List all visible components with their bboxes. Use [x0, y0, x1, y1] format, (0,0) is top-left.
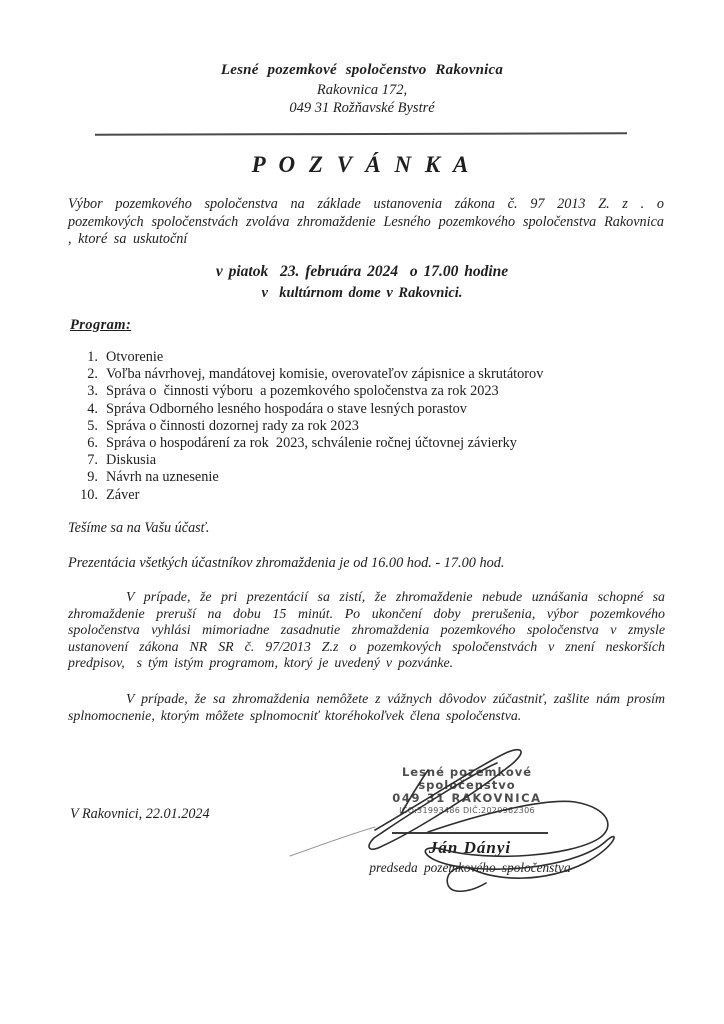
program-item-number: 2. — [87, 366, 98, 383]
org-address-street: Rakovnica 172, — [316, 82, 408, 98]
program-item-text: Voľba návrhovej, mandátovej komisie, overovateľov zápisnice a skrutátorov — [106, 366, 544, 383]
program-item-number: 9. — [87, 469, 98, 486]
program-item-text: Správa o činnosti výboru a pozemkového spoločenstva za rok 2023 — [106, 383, 499, 400]
presentation-note: Prezentácia všetkých účastníkov zhromaždenia je od 16.00 hod. - 17.00 hod. — [68, 555, 505, 571]
date-place: V Rakovnici, 22.01.2024 — [70, 806, 210, 822]
signature-line — [392, 832, 548, 834]
stamp-line-3: 049 31 RAKOVNICA — [392, 791, 542, 805]
program-item-text: Návrh na uznesenie — [106, 469, 219, 486]
program-item-number: 3. — [87, 383, 98, 400]
company-stamp — [372, 766, 562, 815]
signatory-role: predseda pozemkového spoločenstva — [369, 860, 571, 875]
program-item — [72, 418, 652, 435]
closing-line: Tešíme sa na Vašu účasť. — [68, 520, 210, 536]
program-item-text: Otvorenie — [106, 349, 164, 365]
org-address-city: 049 31 Rožňavské Bystré — [289, 100, 435, 116]
header-divider — [95, 132, 627, 135]
program-item — [72, 435, 652, 452]
program-item-text: Správa o činnosti dozornej rady za rok 2023 — [106, 417, 359, 434]
program-item-text: Správa Odborného lesného hospodára o stave lesných porastov — [106, 400, 467, 417]
stamp-line-2: spoločenstvo — [418, 777, 516, 792]
program-heading: Program: — [70, 317, 132, 333]
program-item — [72, 349, 652, 366]
document-title: P O Z V Á N K A — [251, 152, 473, 177]
paragraph-quorum: V prípade, že pri prezentácií sa zistí, že zhromaždenie nebude uznášania schopné sa zhromaždenie preruší na dobu 15 minút. Po ukončení doby prerušenia, výbor pozemkového spoločenstva vyhlási mimoriadne zasadnutie zhromaždenia pozemkového spoločenstva v zmysle ustanovení zákona NR SR č. 97/2013 Z.z o pozemkových spoločenstvách v znení neskorších predpisov, s tým istým programom, ktorý je uvedený v pozvánke. — [68, 590, 671, 671]
program-list — [72, 349, 652, 504]
event-datetime: v piatok 23. februára 2024 o 17.00 hodine — [215, 263, 509, 280]
stamp-line-4: IČO:31993486 DIČ:2020962306 — [399, 806, 535, 815]
program-item-text: Diskusia — [106, 452, 157, 469]
program-item — [72, 487, 652, 504]
program-item — [72, 383, 652, 400]
program-item-number: 5. — [87, 417, 98, 434]
program-item-number: 7. — [87, 452, 98, 469]
signature-stroke-light — [290, 827, 375, 856]
program-item-number: 1. — [87, 349, 98, 365]
program-item-number: 6. — [87, 435, 98, 452]
program-item-text: Správa o hospodárení za rok 2023, schválenie ročnej účtovnej závierky — [106, 435, 517, 452]
program-item-text: Záver — [106, 486, 140, 503]
program-item-number: 4. — [87, 400, 98, 417]
program-item — [72, 469, 652, 486]
paragraph-proxy: V prípade, že sa zhromaždenia nemôžete z vážnych dôvodov zúčastniť, zašlite nám prosím splnomocnenie, ktorým môžete splnomocniť ktoréhokoľvek člena spoločenstva. — [68, 692, 671, 724]
stamp-line-1: Lesné pozemkové — [401, 765, 533, 779]
program-item — [72, 452, 652, 469]
program-item — [72, 366, 652, 383]
program-item — [72, 401, 652, 418]
signatory-name: Ján Dányi — [428, 838, 512, 857]
program-item-number: 10. — [80, 486, 98, 503]
event-venue: v kultúrnom dome v Rakovnici. — [261, 285, 463, 301]
intro-paragraph: Výbor pozemkového spoločenstva na základe ustanovenia zákona č. 97 2013 Z. z . o pozemkových spoločenstvách zvoláva zhromaždenie Lesného pozemkového spoločenstva Rakovnica , ktoré sa uskutoční — [68, 196, 671, 248]
org-name: Lesné pozemkové spoločenstvo Rakovnica — [220, 62, 504, 78]
